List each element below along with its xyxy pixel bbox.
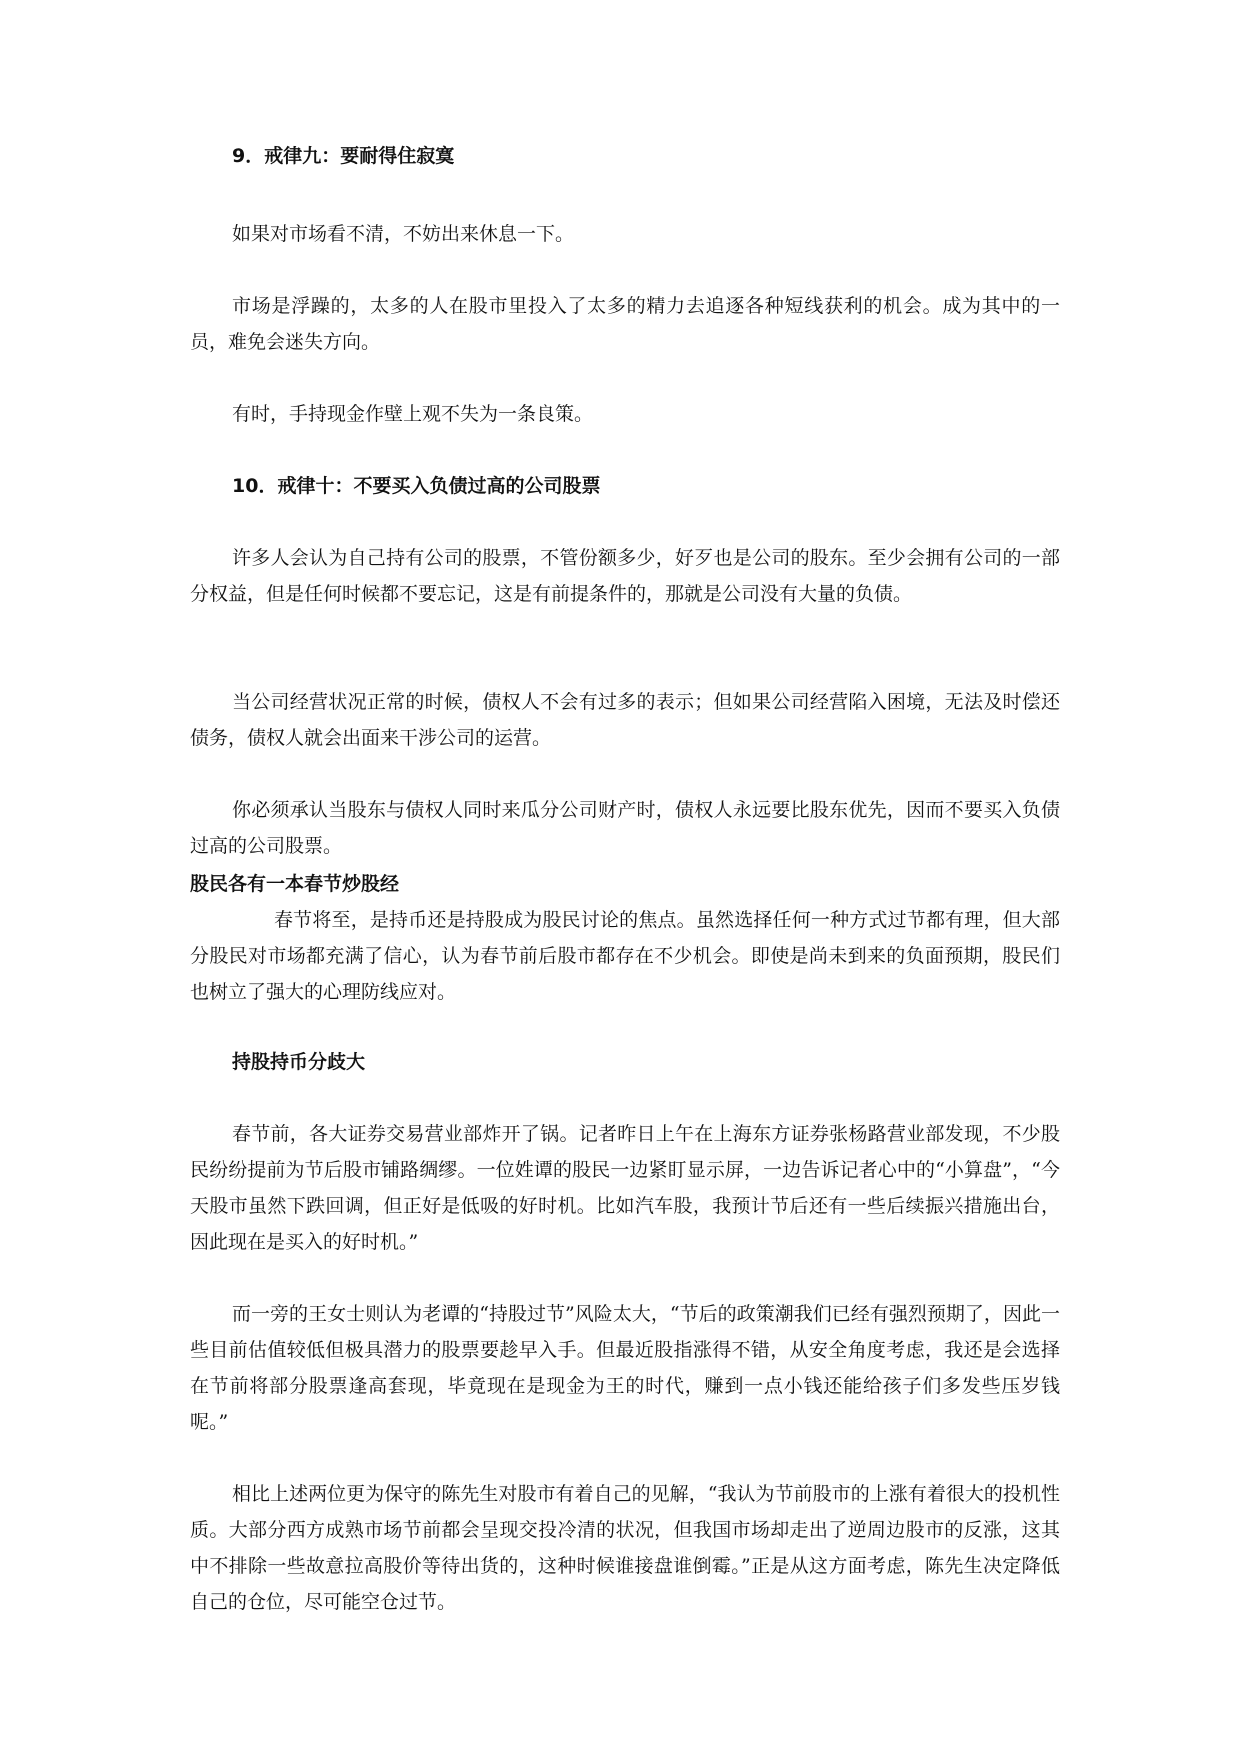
rule-10-paragraph-3: 你必须承认当股东与债权人同时来瓜分公司财产时，债权人永远要比股东优先，因而不要买入负债过高的公司股票。 (190, 799, 1060, 857)
article-paragraph-2: 而一旁的王女士则认为老谭的“持股过节”风险太大，“节后的政策潮我们已经有强烈预期了，因此一些目前估值较低但极具潜力的股票要趁早入手。但最近股指涨得不错，从安全角度考虑，我还是会选择在节前将部分股票逢高套现，毕竟现在是现金为王的时代，赚到一点小钱还能给孩子们多发些压岁钱呢。” (190, 1303, 1060, 1433)
article-paragraph-3: 相比上述两位更为保守的陈先生对股市有着自己的见解，“我认为节前股市的上涨有着很大的投机性质。大部分西方成熟市场节前都会呈现交投冷清的状况，但我国市场却走出了逆周边股市的反涨，这其中不排除一些故意拉高股价等待出货的，这种时候谁接盘谁倒霉。”正是从这方面考虑，陈先生决定降低自己的仓位，尽可能空仓过节。 (190, 1483, 1060, 1613)
article-subheading: 持股持币分歧大 (232, 1051, 366, 1073)
rule-9-paragraph-2: 市场是浮躁的，太多的人在股市里投入了太多的精力去追逐各种短线获利的机会。成为其中的一员，难免会迷失方向。 (190, 295, 1060, 353)
article-paragraph-1: 春节前，各大证券交易营业部炸开了锅。记者昨日上午在上海东方证券张杨路营业部发现，不少股民纷纷提前为节后股市铺路绸缪。一位姓谭的股民一边紧盯显示屏，一边告诉记者心中的“小算盘”，“今天股市虽然下跌回调，但正好是低吸的好时机。比如汽车股，我预计节后还有一些后续振兴措施出台，因此现在是买入的好时机。” (190, 1123, 1060, 1253)
rule-9-heading: 9．戒律九：要耐得住寂寞 (232, 145, 455, 167)
rule-10-heading: 10．戒律十：不要买入负债过高的公司股票 (232, 475, 601, 497)
document-page (190, 0, 1060, 1754)
article-title: 股民各有一本春节炒股经 (190, 873, 400, 895)
rule-10-paragraph-1: 许多人会认为自己持有公司的股票，不管份额多少，好歹也是公司的股东。至少会拥有公司的一部分权益，但是任何时候都不要忘记，这是有前提条件的，那就是公司没有大量的负债。 (190, 547, 1060, 605)
rule-9-paragraph-3: 有时，手持现金作壁上观不失为一条良策。 (232, 403, 594, 425)
rule-9-paragraph-1: 如果对市场看不清，不妨出来休息一下。 (232, 223, 575, 245)
rule-10-paragraph-2: 当公司经营状况正常的时候，债权人不会有过多的表示；但如果公司经营陷入困境，无法及时偿还债务，债权人就会出面来干涉公司的运营。 (190, 691, 1060, 749)
article-intro: 春节将至，是持币还是持股成为股民讨论的焦点。虽然选择任何一种方式过节都有理，但大部分股民对市场都充满了信心，认为春节前后股市都存在不少机会。即使是尚未到来的负面预期，股民们也树立了强大的心理防线应对。 (190, 909, 1060, 1003)
